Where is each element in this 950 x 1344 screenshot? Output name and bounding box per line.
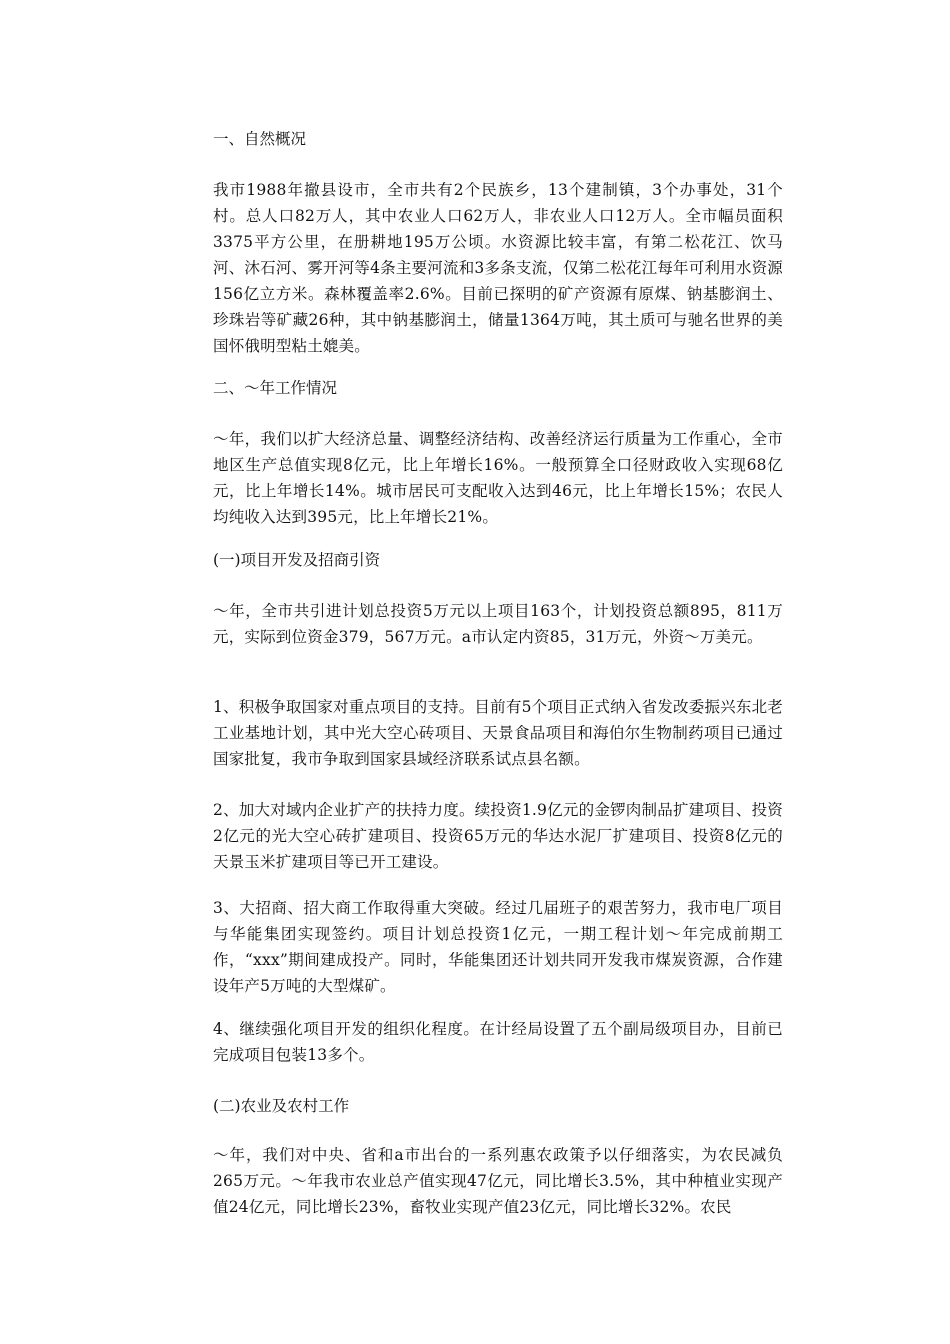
paragraph-natural-overview: 我市1988年撤县设市，全市共有2个民族乡，13个建制镇，3个办事处，31个村。总人口82万人，其中农业人口62万人，非农业人口12万人。全市幅员面积3375平方公里，在册耕地195万公顷。水资源比较丰富，有第二松花江、饮马河、沐石河、雾开河等4条主要河流和3多条支流，仅第二松花江每年可利用水资源156亿立方米。森林覆盖率2.6%。目前已探明的矿产资源有原煤、钠基膨润土、珍珠岩等矿藏26种，其中钠基膨润土，储量1364万吨，其土质可与驰名世界的美国怀俄明型粘土媲美。	[213, 181, 783, 355]
paragraph-item-3: 3、大招商、招大商工作取得重大突破。经过几届班子的艰苦努力，我市电厂项目与华能集团实现签约。项目计划总投资1亿元，一期工程计划～年完成前期工作，“xxx”期间建成投产。同时，华能集团还计划共同开发我市煤炭资源，合作建设年产5万吨的大型煤矿。	[213, 899, 783, 995]
subsection-heading-project-investment: (一)项目开发及招商引资	[213, 551, 381, 569]
paragraph-agriculture: ～年，我们对中央、省和a市出台的一系列惠农政策予以仔细落实，为农民减负265万元。～年我市农业总产值实现47亿元，同比增长3.5%，其中种植业实现产值24亿元，同比增长23%，畜牧业实现产值23亿元，同比增长32%。农民	[213, 1146, 783, 1216]
paragraph-work-status: ～年，我们以扩大经济总量、调整经济结构、改善经济运行质量为工作重心，全市地区生产总值实现8亿元，比上年增长16%。一般预算全口径财政收入实现68亿元，比上年增长14%。城市居民可支配收入达到46元，比上年增长15%；农民人均纯收入达到395元，比上年增长21%。	[213, 430, 783, 526]
paragraph-item-1: 1、积极争取国家对重点项目的支持。目前有5个项目正式纳入省发改委振兴东北老工业基地计划，其中光大空心砖项目、天景食品项目和海伯尔生物制药项目已通过国家批复，我市争取到国家县域经济联系试点县名额。	[213, 698, 783, 768]
paragraph-item-4: 4、继续强化项目开发的组织化程度。在计经局设置了五个副局级项目办，目前已完成项目包装13多个。	[213, 1020, 783, 1064]
subsection-heading-agriculture: (二)农业及农村工作	[213, 1097, 350, 1115]
paragraph-project-investment-summary: ～年，全市共引进计划总投资5万元以上项目163个，计划投资总额895，811万元，实际到位资金379，567万元。a市认定内资85，31万元，外资～万美元。	[213, 602, 783, 646]
section-heading-work-status: 二、～年工作情况	[213, 379, 338, 397]
paragraph-item-2: 2、加大对域内企业扩产的扶持力度。续投资1.9亿元的金锣肉制品扩建项目、投资2亿元的光大空心砖扩建项目、投资65万元的华达水泥厂扩建项目、投资8亿元的天景玉米扩建项目等已开工建设。	[213, 801, 783, 871]
section-heading-natural-overview: 一、自然概况	[213, 130, 307, 148]
